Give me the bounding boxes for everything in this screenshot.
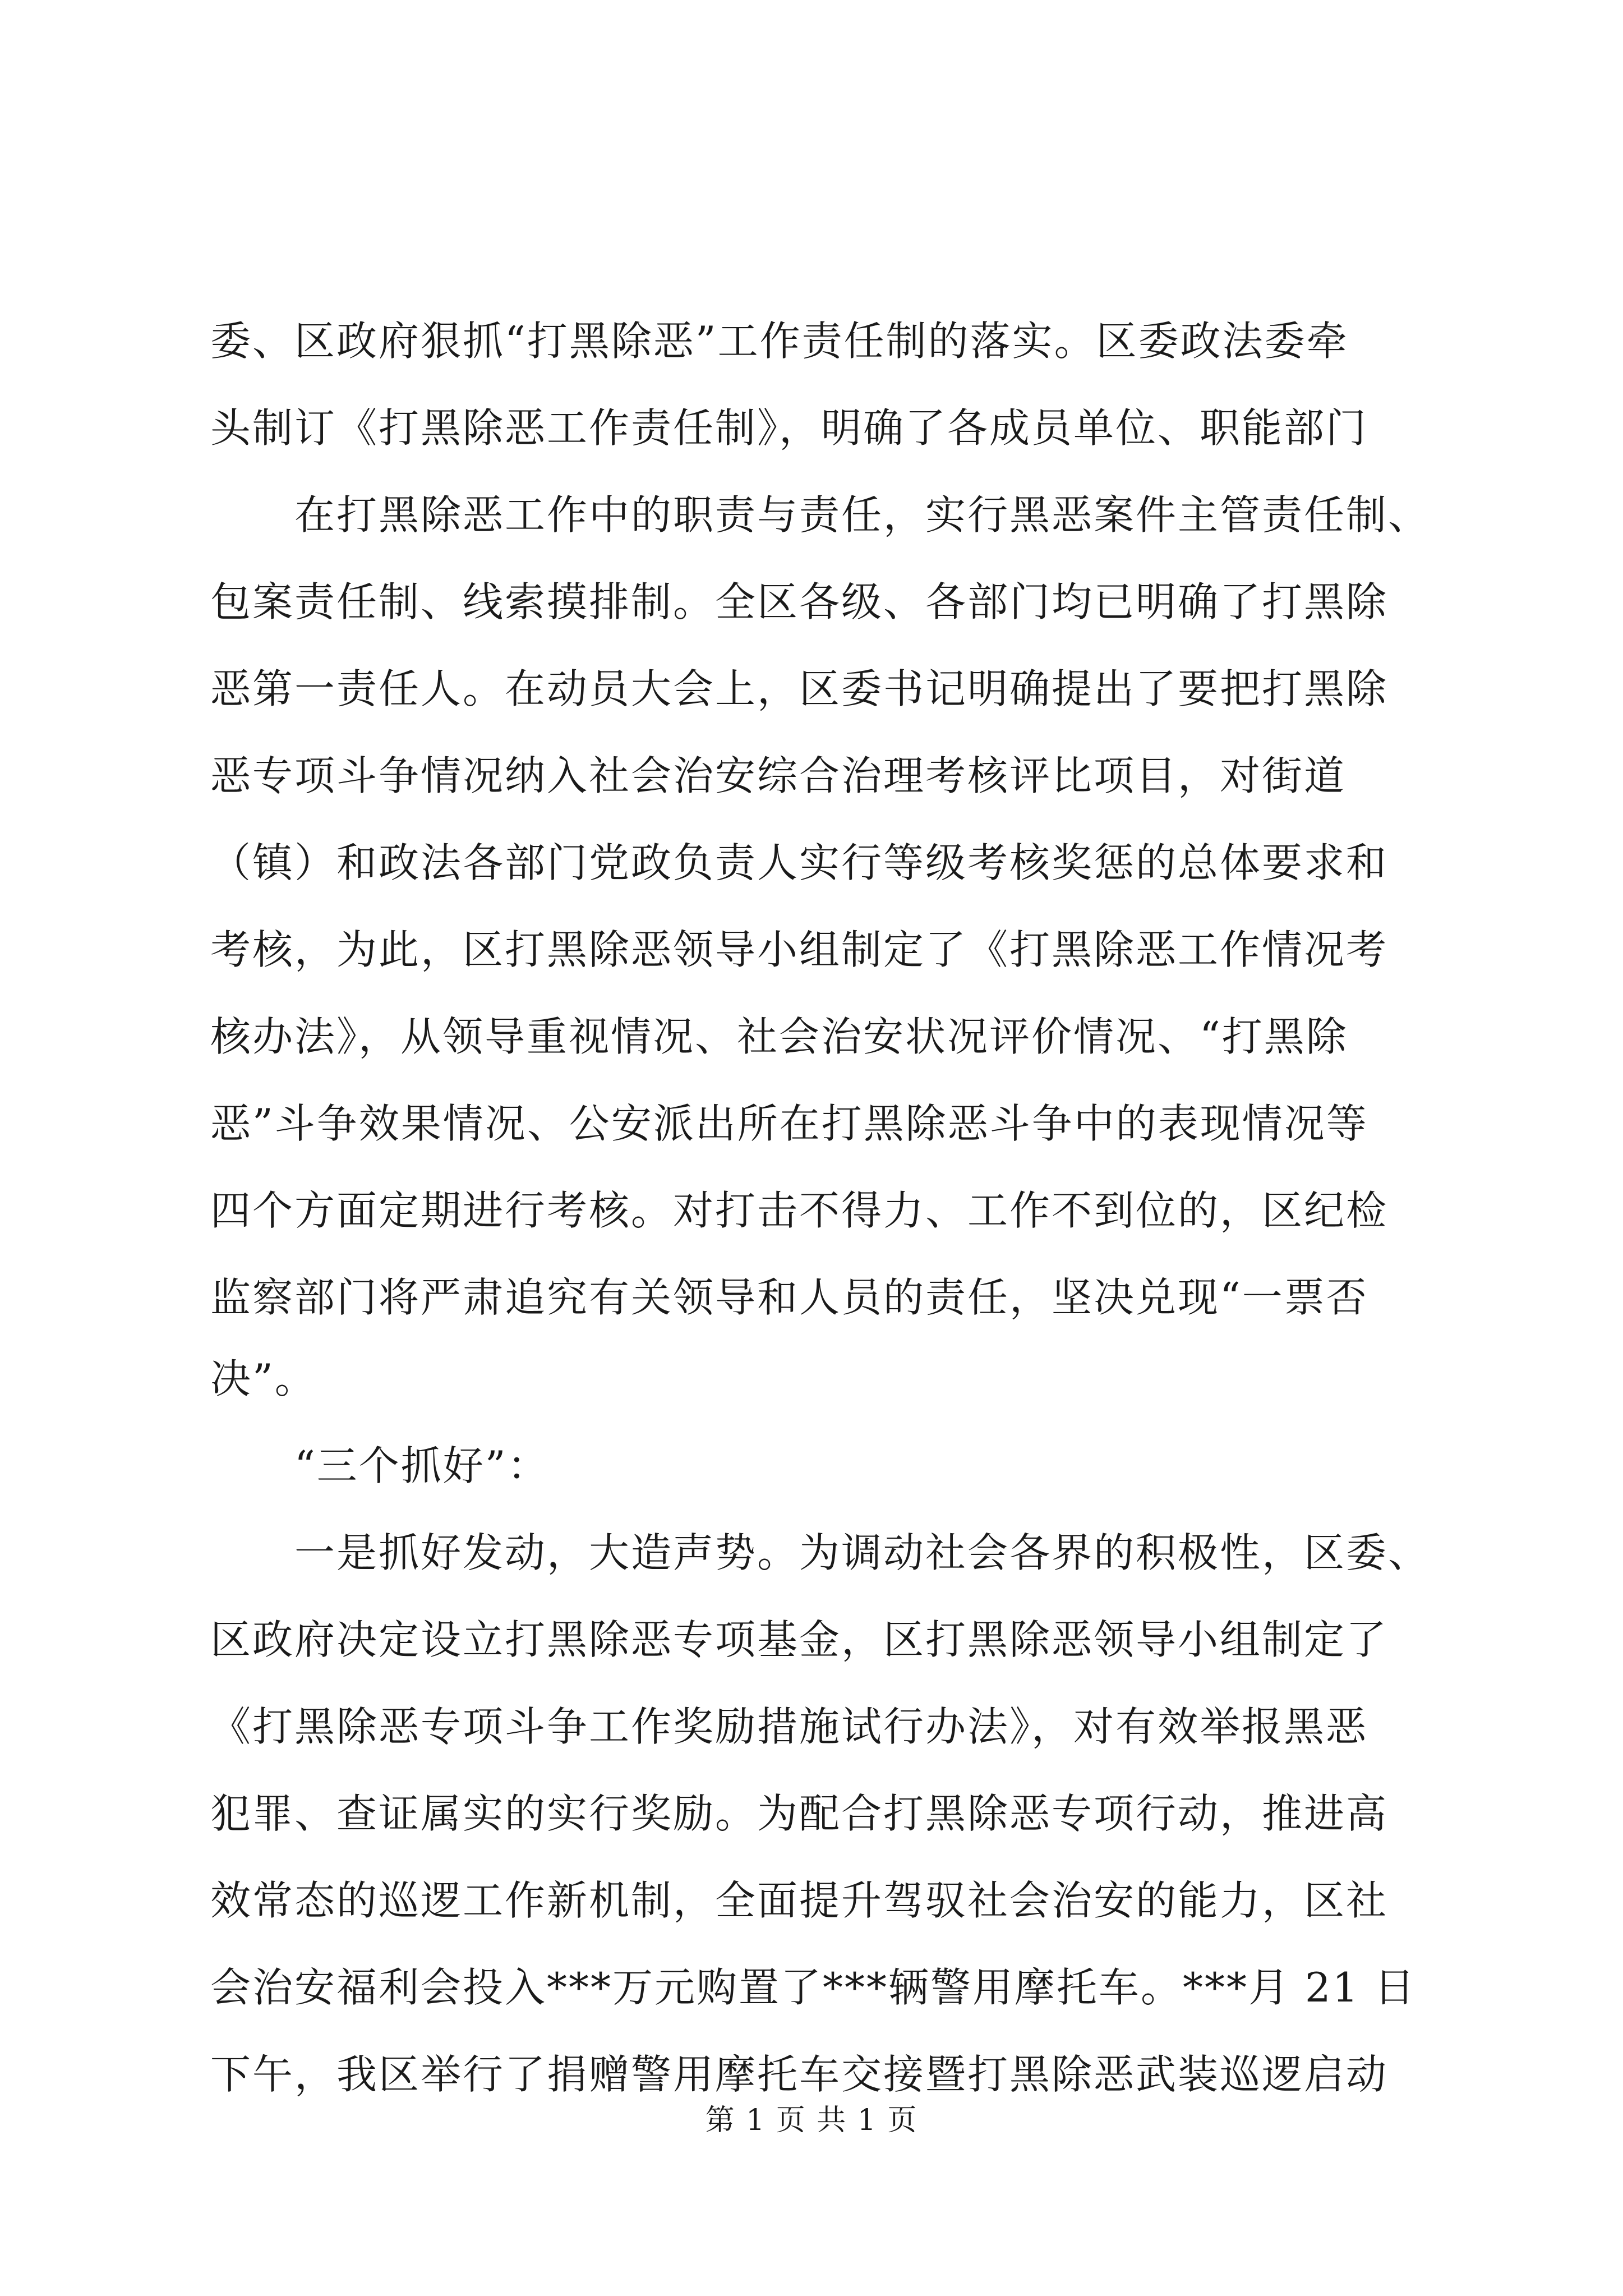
text-line: 决”。 xyxy=(210,1355,317,1402)
text-line: 犯罪、查证属实的实行奖励。为配合打黑除恶专项行动，推进高 xyxy=(210,1790,1389,1837)
text-line: （镇）和政法各部门党政负责人实行等级考核奖惩的总体要求和 xyxy=(210,839,1389,886)
text-line: 一是抓好发动，大造声势。为调动社会各界的积极性，区委、 xyxy=(210,1529,1431,1576)
text-line: 监察部门将严肃追究有关领导和人员的责任，坚决兑现“一票否 xyxy=(210,1274,1368,1321)
text-line: 下午，我区举行了捐赠警用摩托车交接暨打黑除恶武装巡逻启动 xyxy=(210,2051,1389,2098)
text-line: 恶专项斗争情况纳入社会治安综合治理考核评比项目，对街道 xyxy=(210,752,1347,799)
text-line: 在打黑除恶工作中的职责与责任，实行黑恶案件主管责任制、 xyxy=(210,491,1431,539)
text-line: 包案责任制、线索摸排制。全区各级、各部门均已明确了打黑除 xyxy=(210,578,1389,625)
text-line: 考核，为此，区打黑除恶领导小组制定了《打黑除恶工作情况考 xyxy=(210,926,1389,973)
text-line: 区政府决定设立打黑除恶专项基金，区打黑除恶领导小组制定了 xyxy=(210,1616,1389,1663)
text-line: 恶”斗争效果情况、公安派出所在打黑除恶斗争中的表现情况等 xyxy=(210,1100,1368,1147)
text-line: 委、区政府狠抓“打黑除恶”工作责任制的落实。区委政法委牵 xyxy=(210,318,1349,365)
text-line: 《打黑除恶专项斗争工作奖励措施试行办法》，对有效举报黑恶 xyxy=(210,1703,1368,1750)
text-line: 核办法》，从领导重视情况、社会治安状况评价情况、“打黑除 xyxy=(210,1013,1348,1060)
text-line: 头制订《打黑除恶工作责任制》，明确了各成员单位、职能部门 xyxy=(210,404,1368,452)
text-line: 四个方面定期进行考核。对打击不得力、工作不到位的，区纪检 xyxy=(210,1187,1389,1234)
text-line: “三个抓好”： xyxy=(210,1442,550,1489)
text-line: 效常态的巡逻工作新机制，全面提升驾驭社会治安的能力，区社 xyxy=(210,1877,1389,1924)
text-line: 会治安福利会投入***万元购置了***辆警用摩托车。***月 21 日 xyxy=(210,1964,1417,2011)
text-line: 恶第一责任人。在动员大会上，区委书记明确提出了要把打黑除 xyxy=(210,665,1389,712)
page-footer: 第 1 页 共 1 页 xyxy=(705,2104,918,2137)
